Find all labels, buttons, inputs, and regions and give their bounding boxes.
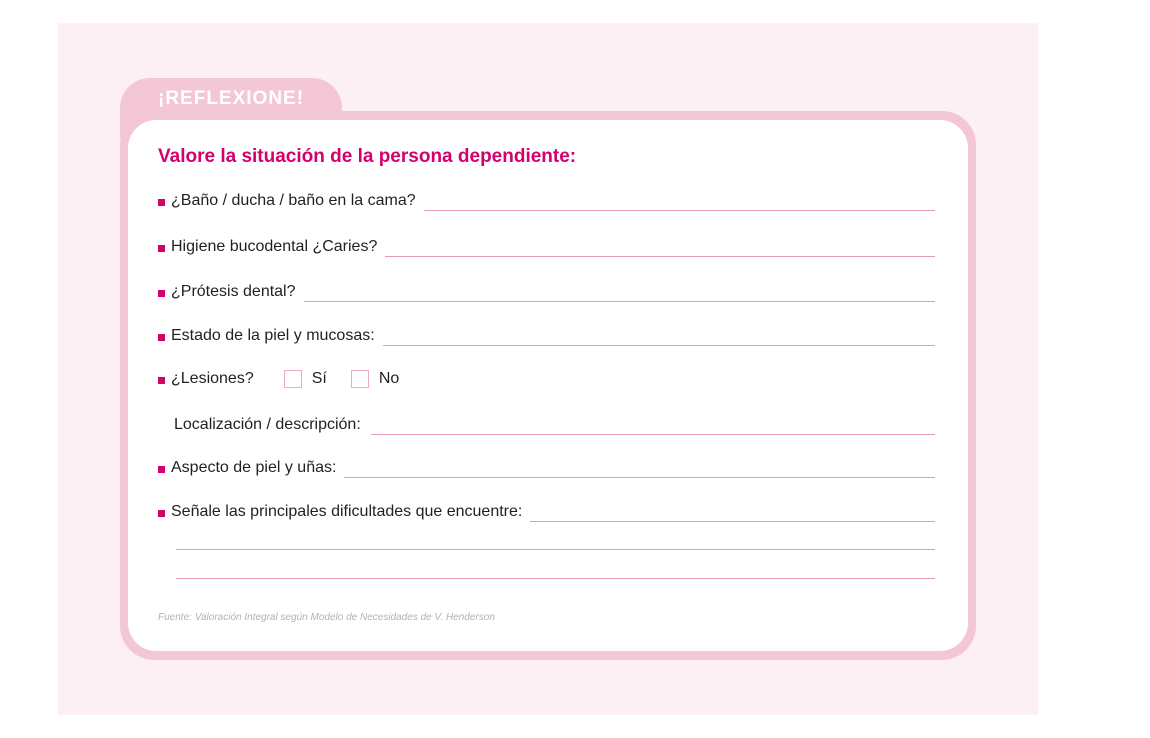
bullet-icon: [158, 245, 165, 252]
lesions-no-checkbox[interactable]: [351, 370, 369, 388]
question-label: Higiene bucodental ¿Caries?: [171, 238, 378, 255]
question-row-bath: [158, 186, 935, 212]
tab-title: ¡REFLEXIONE!: [158, 88, 305, 109]
question-row-oral-hygiene: [158, 232, 935, 258]
answer-line-dental-prosthesis[interactable]: [304, 300, 935, 302]
bullet-icon: [158, 377, 165, 384]
answer-line-bath[interactable]: [424, 209, 935, 211]
answer-line-difficulties-2[interactable]: [176, 549, 935, 550]
lesions-yes-label: Sí: [311, 370, 327, 387]
bullet-icon: [158, 290, 165, 297]
answer-line-difficulties-3[interactable]: [176, 578, 935, 579]
question-label: Señale las principales dificultades que encuentre:: [171, 503, 523, 520]
lesions-no-label: No: [378, 370, 400, 387]
answer-line-skin-nails[interactable]: [344, 476, 935, 478]
bullet-icon: [158, 334, 165, 341]
question-label: Localización / descripción:: [174, 416, 361, 433]
question-label: ¿Prótesis dental?: [171, 283, 296, 300]
source-note: Fuente: Valoración Integral según Modelo de Necesidades de V. Henderson: [158, 612, 495, 623]
question-row-location: [174, 410, 935, 436]
bullet-icon: [158, 510, 165, 517]
question-label: Estado de la piel y mucosas:: [171, 327, 375, 344]
bullet-icon: [158, 466, 165, 473]
question-row-lesions: [158, 364, 935, 390]
question-row-dental-prosthesis: [158, 277, 935, 303]
lesions-yes-checkbox[interactable]: [284, 370, 302, 388]
question-row-difficulties: [158, 497, 935, 523]
question-row-skin-mucosa: [158, 321, 935, 347]
question-label: ¿Baño / ducha / baño en la cama?: [171, 192, 416, 209]
answer-line-difficulties[interactable]: [530, 520, 935, 522]
question-label: Aspecto de piel y uñas:: [171, 459, 337, 476]
question-label: ¿Lesiones?: [171, 370, 254, 387]
answer-line-location[interactable]: [371, 433, 935, 435]
question-row-skin-nails: [158, 453, 935, 479]
answer-line-oral-hygiene[interactable]: [385, 255, 935, 257]
bullet-icon: [158, 199, 165, 206]
form-heading: Valore la situación de la persona dependiente:: [158, 146, 577, 167]
answer-line-skin-mucosa[interactable]: [383, 344, 935, 346]
